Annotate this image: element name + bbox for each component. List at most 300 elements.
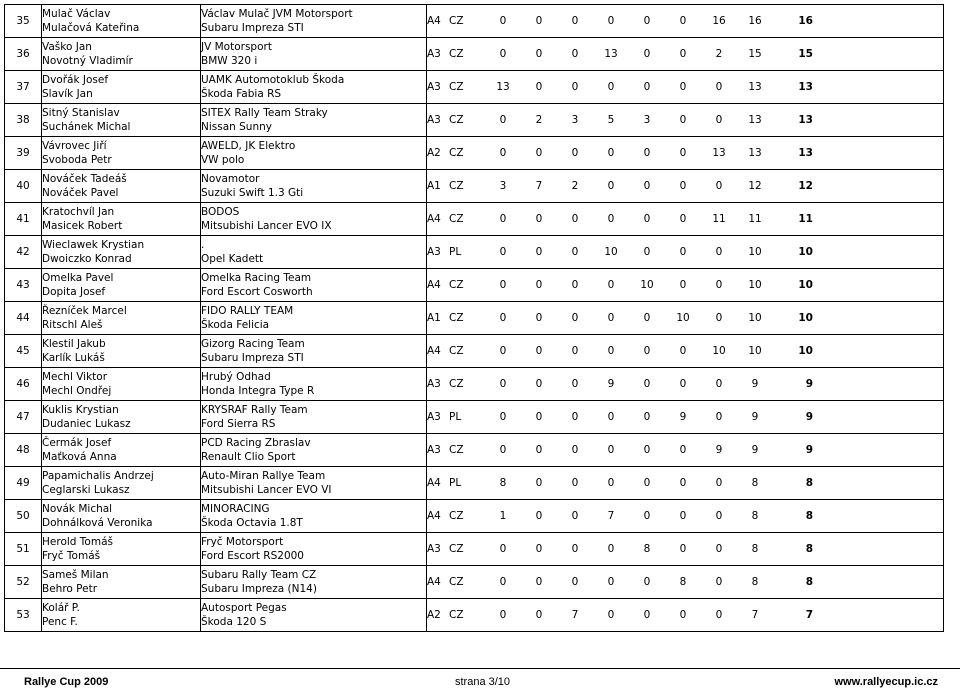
round-points-cell: 3 [643,114,651,126]
round-points-cell: 0 [643,312,651,324]
round-points-cell: 0 [571,477,579,489]
crew-cell [42,5,201,38]
points-cell [427,467,944,500]
team-cell [201,5,427,38]
round-points-cell: 0 [643,81,651,93]
crew-cell [42,401,201,434]
table-row [5,434,944,467]
points-sum-cell: 13 [748,114,762,126]
page-footer [0,668,960,692]
total-points-cell: 11 [798,213,813,225]
team-cell [201,467,427,500]
table-row [5,104,944,137]
table-row [5,269,944,302]
nationality-cell: CZ [449,213,464,225]
round-points-cell: 0 [607,279,615,291]
round-points-cell: 0 [643,246,651,258]
round-points-cell: 9 [679,411,687,423]
round-points-cell: 0 [571,411,579,423]
points-sum-cell: 13 [748,81,762,93]
round-points-cell: 13 [604,48,618,60]
car-model: Honda Integra Type R [201,385,315,397]
table-row [5,236,944,269]
class-cell: A4 [427,510,441,522]
round-points-cell: 0 [715,180,723,192]
nationality-cell: PL [449,477,462,489]
driver-name: Kratochvíl Jan [42,206,115,218]
driver-name: Novák Michal [42,503,113,515]
car-model: Ford Escort RS2000 [201,550,304,562]
points-sum-cell: 9 [751,411,759,423]
round-points-cell: 0 [571,48,579,60]
nationality-cell: CZ [449,114,464,126]
round-points-cell: 0 [679,378,687,390]
round-points-cell: 9 [607,378,615,390]
nationality-cell: CZ [449,576,464,588]
points-cell [427,401,944,434]
crew-cell [42,137,201,170]
driver-name: Mechl Viktor [42,371,108,383]
class-cell: A3 [427,543,441,555]
round-points-cell: 0 [607,543,615,555]
points-cell [427,434,944,467]
round-points-cell: 8 [643,543,651,555]
round-points-cell: 16 [712,15,726,27]
round-points-cell: 0 [499,345,507,357]
round-points-cell: 0 [535,147,543,159]
codriver-name: Maťková Anna [42,451,117,463]
driver-name: Řezníček Marcel [42,305,127,317]
total-points-cell: 10 [798,345,813,357]
position-cell: 51 [5,533,42,566]
round-points-cell: 0 [715,246,723,258]
total-points-cell: 10 [798,279,813,291]
class-cell: A3 [427,444,441,456]
round-points-cell: 0 [715,312,723,324]
car-model: Subaru Impreza STI [201,352,304,364]
team-name: Gizorg Racing Team [201,338,305,350]
round-points-cell: 0 [535,15,543,27]
team-name: KRYSRAF Rally Team [201,404,308,416]
position-cell: 48 [5,434,42,467]
round-points-cell: 0 [679,81,687,93]
driver-name: Sitný Stanislav [42,107,120,119]
table-row [5,302,944,335]
total-points-cell: 16 [798,15,813,27]
team-cell [201,38,427,71]
team-name: UAMK Automotoklub Škoda [201,74,345,86]
round-points-cell: 0 [571,279,579,291]
car-model: Škoda 120 S [201,616,267,628]
total-points-cell: 12 [798,180,813,192]
round-points-cell: 0 [571,378,579,390]
total-points-cell: 10 [798,312,813,324]
points-sum-cell: 10 [748,279,762,291]
class-cell: A4 [427,213,441,225]
round-points-cell: 0 [679,48,687,60]
round-points-cell: 0 [499,114,507,126]
round-points-cell: 0 [643,576,651,588]
table-row [5,5,944,38]
round-points-cell: 0 [607,576,615,588]
codriver-name: Ritschl Aleš [42,319,103,331]
round-points-cell: 0 [643,477,651,489]
driver-name: Mulač Václav [42,8,111,20]
points-cell [427,170,944,203]
team-cell [201,566,427,599]
round-points-cell: 0 [715,510,723,522]
codriver-name: Suchánek Michal [42,121,131,133]
nationality-cell: CZ [449,345,464,357]
points-cell [427,500,944,533]
codriver-name: Dopita Josef [42,286,106,298]
footer-page-number: strana 3/10 [455,676,511,688]
team-cell [201,71,427,104]
crew-cell [42,533,201,566]
points-sum-cell: 12 [748,180,762,192]
team-cell [201,104,427,137]
car-model: Opel Kadett [201,253,264,265]
table-row [5,335,944,368]
round-points-cell: 10 [676,312,690,324]
class-cell: A3 [427,378,441,390]
round-points-cell: 3 [571,114,579,126]
car-model: Škoda Octavia 1.8T [201,517,303,529]
round-points-cell: 0 [571,312,579,324]
driver-name: Nováček Tadeáš [42,173,127,185]
crew-cell [42,203,201,236]
position-cell: 44 [5,302,42,335]
round-points-cell: 0 [535,48,543,60]
round-points-cell: 0 [499,543,507,555]
team-name: AWELD, JK Elektro [201,140,296,152]
codriver-name: Novotný Vladimír [42,55,133,67]
round-points-cell: 0 [607,15,615,27]
points-sum-cell: 16 [748,15,762,27]
round-points-cell: 0 [607,477,615,489]
team-cell [201,533,427,566]
round-points-cell: 8 [499,477,507,489]
points-cell [427,104,944,137]
round-points-cell: 0 [679,345,687,357]
driver-name: Kuklis Krystian [42,404,119,416]
codriver-name: Dudaniec Lukasz [42,418,131,430]
standings-body [5,5,944,632]
round-points-cell: 8 [679,576,687,588]
car-model: Nissan Sunny [201,121,272,133]
total-points-cell: 8 [805,576,813,588]
points-sum-cell: 8 [751,543,759,555]
round-points-cell: 0 [535,345,543,357]
table-row [5,170,944,203]
codriver-name: Nováček Pavel [42,187,119,199]
car-model: BMW 320 i [201,55,258,67]
car-model: Suzuki Swift 1.3 Gti [201,187,304,199]
codriver-name: Mulačová Kateřina [42,22,140,34]
points-cell [427,335,944,368]
codriver-name: Svoboda Petr [42,154,112,166]
table-row [5,368,944,401]
team-name: Hrubý Odhad [201,371,271,383]
car-model: Subaru Impreza (N14) [201,583,317,595]
class-cell: A1 [427,312,441,324]
total-points-cell: 9 [805,378,813,390]
round-points-cell: 0 [715,576,723,588]
round-points-cell: 0 [607,609,615,621]
nationality-cell: CZ [449,609,464,621]
position-cell: 49 [5,467,42,500]
position-cell: 43 [5,269,42,302]
team-cell [201,269,427,302]
round-points-cell: 0 [643,411,651,423]
round-points-cell: 0 [679,477,687,489]
round-points-cell: 0 [607,411,615,423]
total-points-cell: 13 [798,81,813,93]
position-cell: 46 [5,368,42,401]
crew-cell [42,368,201,401]
total-points-cell: 13 [798,147,813,159]
round-points-cell: 2 [571,180,579,192]
total-points-cell: 9 [805,444,813,456]
points-sum-cell: 9 [751,444,759,456]
round-points-cell: 0 [607,444,615,456]
round-points-cell: 5 [607,114,615,126]
points-cell [427,269,944,302]
team-cell [201,434,427,467]
round-points-cell: 0 [499,15,507,27]
round-points-cell: 0 [571,147,579,159]
codriver-name: Masicek Robert [42,220,123,232]
driver-name: Čermák Josef [42,437,112,449]
total-points-cell: 8 [805,543,813,555]
codriver-name: Fryč Tomáš [42,550,101,562]
team-cell [201,599,427,632]
team-name: PCD Racing Zbraslav [201,437,311,449]
crew-cell [42,236,201,269]
total-points-cell: 8 [805,477,813,489]
crew-cell [42,467,201,500]
nationality-cell: CZ [449,510,464,522]
round-points-cell: 0 [535,411,543,423]
codriver-name: Ceglarski Lukasz [42,484,130,496]
team-name: SITEX Rally Team Straky [201,107,328,119]
table-row [5,599,944,632]
round-points-cell: 0 [571,576,579,588]
driver-name: Omelka Pavel [42,272,114,284]
round-points-cell: 0 [643,378,651,390]
car-model: Škoda Felicia [201,319,270,331]
round-points-cell: 0 [535,378,543,390]
round-points-cell: 0 [499,609,507,621]
class-cell: A3 [427,48,441,60]
crew-cell [42,500,201,533]
car-model: Mitsubishi Lancer EVO VI [201,484,332,496]
crew-cell [42,38,201,71]
points-sum-cell: 13 [748,147,762,159]
points-sum-cell: 7 [751,609,759,621]
round-points-cell: 10 [640,279,654,291]
nationality-cell: CZ [449,48,464,60]
footer-series-title: Rallye Cup 2009 [24,676,109,688]
team-name: Auto-Miran Rallye Team [201,470,326,482]
round-points-cell: 0 [679,147,687,159]
round-points-cell: 0 [679,180,687,192]
round-points-cell: 0 [499,213,507,225]
round-points-cell: 0 [679,444,687,456]
team-cell [201,203,427,236]
round-points-cell: 0 [679,15,687,27]
team-cell [201,236,427,269]
class-cell: A3 [427,81,441,93]
driver-name: Klestil Jakub [42,338,106,350]
nationality-cell: PL [449,246,462,258]
round-points-cell: 0 [643,48,651,60]
total-points-cell: 8 [805,510,813,522]
round-points-cell: 0 [643,147,651,159]
points-sum-cell: 8 [751,477,759,489]
points-cell [427,236,944,269]
crew-cell [42,566,201,599]
driver-name: Kolář P. [42,602,80,614]
team-cell [201,500,427,533]
nationality-cell: CZ [449,15,464,27]
position-cell: 42 [5,236,42,269]
round-points-cell: 0 [535,213,543,225]
position-cell: 41 [5,203,42,236]
driver-name: Herold Tomáš [42,536,113,548]
team-name: Novamotor [201,173,260,185]
team-name: Fryč Motorsport [201,536,284,548]
crew-cell [42,104,201,137]
round-points-cell: 1 [499,510,507,522]
crew-cell [42,599,201,632]
round-points-cell: 0 [499,147,507,159]
car-model: Ford Escort Cosworth [201,286,313,298]
round-points-cell: 0 [499,576,507,588]
class-cell: A4 [427,477,441,489]
class-cell: A4 [427,345,441,357]
class-cell: A3 [427,246,441,258]
points-sum-cell: 8 [751,510,759,522]
round-points-cell: 0 [607,180,615,192]
table-row [5,137,944,170]
position-cell: 35 [5,5,42,38]
points-cell [427,599,944,632]
car-model: VW polo [201,154,245,166]
points-sum-cell: 10 [748,345,762,357]
total-points-cell: 9 [805,411,813,423]
class-cell: A1 [427,180,441,192]
driver-name: Vaško Jan [42,41,92,53]
round-points-cell: 0 [715,543,723,555]
team-name: FIDO RALLY TEAM [201,305,294,317]
class-cell: A4 [427,279,441,291]
round-points-cell: 0 [499,411,507,423]
position-cell: 52 [5,566,42,599]
round-points-cell: 11 [712,213,726,225]
driver-name: Vávrovec Jiří [42,140,107,152]
points-cell [427,302,944,335]
points-cell [427,5,944,38]
round-points-cell: 0 [715,279,723,291]
driver-name: Wieclawek Krystian [42,239,145,251]
round-points-cell: 2 [535,114,543,126]
nationality-cell: CZ [449,312,464,324]
footer-website-link[interactable]: www.rallyecup.ic.cz [834,676,938,688]
team-name: JV Motorsport [201,41,272,53]
round-points-cell: 10 [604,246,618,258]
points-sum-cell: 10 [748,246,762,258]
total-points-cell: 7 [805,609,813,621]
class-cell: A3 [427,114,441,126]
round-points-cell: 0 [715,609,723,621]
round-points-cell: 0 [535,510,543,522]
codriver-name: Dwoiczko Konrad [42,253,132,265]
crew-cell [42,302,201,335]
round-points-cell: 0 [499,48,507,60]
car-model: Škoda Fabia RS [201,88,282,100]
points-cell [427,137,944,170]
car-model: Mitsubishi Lancer EVO IX [201,220,332,232]
round-points-cell: 0 [571,15,579,27]
round-points-cell: 0 [643,444,651,456]
team-name: Omelka Racing Team [201,272,312,284]
round-points-cell: 10 [712,345,726,357]
class-cell: A2 [427,609,441,621]
table-row [5,71,944,104]
round-points-cell: 0 [499,246,507,258]
crew-cell [42,170,201,203]
round-points-cell: 0 [715,81,723,93]
position-cell: 38 [5,104,42,137]
table-row [5,566,944,599]
round-points-cell: 0 [571,81,579,93]
round-points-cell: 0 [535,543,543,555]
points-sum-cell: 11 [748,213,762,225]
position-cell: 47 [5,401,42,434]
round-points-cell: 0 [499,444,507,456]
round-points-cell: 0 [607,81,615,93]
driver-name: Sameš Milan [42,569,109,581]
round-points-cell: 0 [643,345,651,357]
team-cell [201,170,427,203]
round-points-cell: 0 [535,81,543,93]
codriver-name: Penc F. [42,616,78,628]
driver-name: Papamichalis Andrzej [42,470,154,482]
round-points-cell: 0 [607,213,615,225]
position-cell: 36 [5,38,42,71]
nationality-cell: PL [449,411,462,423]
total-points-cell: 15 [798,48,813,60]
round-points-cell: 0 [607,147,615,159]
round-points-cell: 13 [496,81,510,93]
round-points-cell: 7 [571,609,579,621]
team-name: Autosport Pegas [201,602,287,614]
round-points-cell: 0 [535,246,543,258]
car-model: Ford Sierra RS [201,418,276,430]
total-points-cell: 13 [798,114,813,126]
table-row [5,467,944,500]
car-model: Subaru Impreza STI [201,22,304,34]
points-cell [427,38,944,71]
points-cell [427,203,944,236]
nationality-cell: CZ [449,543,464,555]
points-sum-cell: 10 [748,312,762,324]
points-sum-cell: 8 [751,576,759,588]
round-points-cell: 0 [679,609,687,621]
driver-name: Dvořák Josef [42,74,109,86]
points-cell [427,533,944,566]
